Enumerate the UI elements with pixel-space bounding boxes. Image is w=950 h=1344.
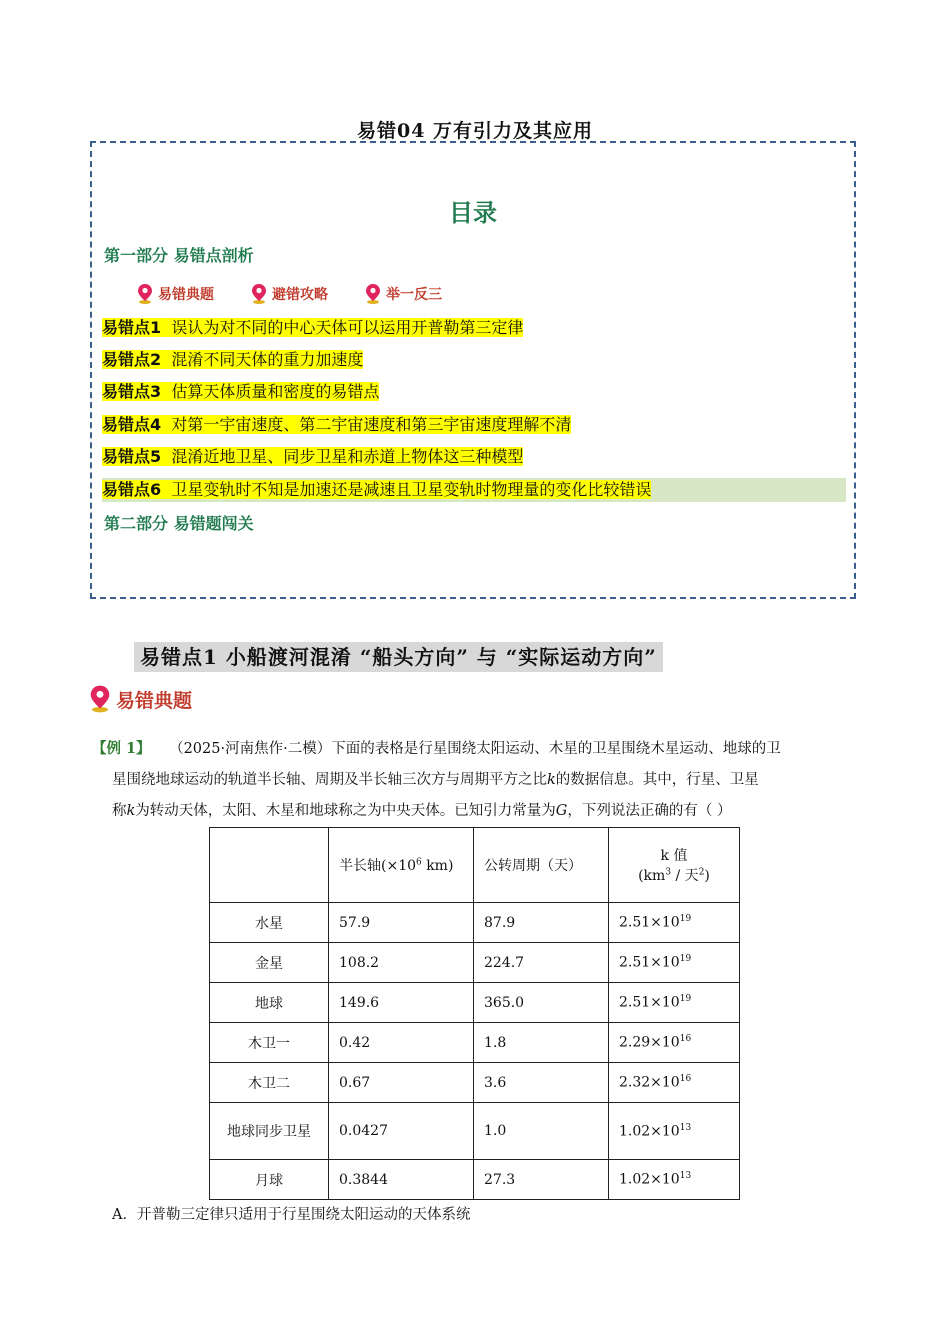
cell-axis: 108.2 bbox=[329, 943, 474, 983]
table-row bbox=[210, 1160, 740, 1200]
cell-k: $2.29\times 10^{16}$ bbox=[609, 1023, 740, 1063]
cell-axis: 0.42 bbox=[329, 1023, 474, 1063]
tag-label: 举一反三 bbox=[386, 287, 442, 303]
toc-item-label: 易错点1 bbox=[102, 318, 162, 337]
table-row bbox=[210, 983, 740, 1023]
toc-item[interactable] bbox=[102, 445, 523, 469]
question-source: （2025·河南焦作·二模） bbox=[169, 741, 332, 757]
cell-axis: 149.6 bbox=[329, 983, 474, 1023]
cell-period: 87.9 bbox=[474, 903, 609, 943]
cell-k: $2.51\times 10^{19}$ bbox=[609, 983, 740, 1023]
cell-k: $1.02\times 10^{13}$ bbox=[609, 1103, 740, 1160]
cell-k: $2.51\times 10^{19}$ bbox=[609, 943, 740, 983]
question-line: 称 bbox=[112, 803, 127, 819]
question-line: ，下列说法正确的有（ ） bbox=[567, 803, 732, 819]
tag-label: 易错典题 bbox=[158, 287, 214, 303]
tag-avoid-errors bbox=[250, 283, 328, 305]
table-row bbox=[210, 903, 740, 943]
table-row bbox=[210, 1103, 740, 1160]
header-semi-major-axis: 半长轴($\times 10^6$ km) bbox=[329, 828, 474, 903]
cell-period: 27.3 bbox=[474, 1160, 609, 1200]
toc-item-label: 易错点2 bbox=[102, 350, 162, 369]
cell-k: $2.32\times 10^{16}$ bbox=[609, 1063, 740, 1103]
cell-name: 木卫二 bbox=[210, 1063, 329, 1103]
question-line: 下面的表格是行星围绕太阳运动、木星的卫星围绕木星运动、地球的卫 bbox=[331, 741, 781, 757]
variable-k: k bbox=[547, 772, 556, 788]
toc-item-text: 估算天体质量和密度的易错点 bbox=[171, 382, 380, 401]
cell-name: 水星 bbox=[210, 903, 329, 943]
question-label: 【例 1】 bbox=[92, 740, 151, 757]
header-period: 公转周期（天） bbox=[474, 828, 609, 903]
toc-item[interactable] bbox=[102, 380, 379, 404]
cell-axis: 0.0427 bbox=[329, 1103, 474, 1160]
question-line: 的数据信息。其中，行星、卫星 bbox=[555, 772, 759, 788]
cell-axis: 57.9 bbox=[329, 903, 474, 943]
cell-axis: 0.67 bbox=[329, 1063, 474, 1103]
toc-item-label: 易错点3 bbox=[102, 382, 162, 401]
section-title: 易错点1 小船渡河混淆 “船头方向” 与 “实际运动方向” bbox=[134, 642, 663, 672]
toc-item[interactable] bbox=[102, 348, 363, 372]
cell-period: 1.8 bbox=[474, 1023, 609, 1063]
toc-item[interactable] bbox=[102, 316, 523, 340]
header-k-value: k 值 ($km^3$ / 天$^2$) bbox=[609, 828, 740, 903]
toc-item-text: 误认为对不同的中心天体可以运用开普勒第三定律 bbox=[171, 318, 524, 337]
tag-practice bbox=[364, 283, 442, 305]
toc-item-label: 易错点4 bbox=[102, 415, 162, 434]
table-row bbox=[210, 943, 740, 983]
table-row bbox=[210, 1063, 740, 1103]
header-cell-empty bbox=[210, 828, 329, 903]
sub-heading bbox=[88, 684, 192, 714]
cell-period: 1.0 bbox=[474, 1103, 609, 1160]
cell-name: 地球 bbox=[210, 983, 329, 1023]
location-pin-icon bbox=[250, 283, 268, 305]
cell-period: 365.0 bbox=[474, 983, 609, 1023]
cell-name: 地球同步卫星 bbox=[210, 1103, 329, 1160]
table-of-contents-box bbox=[90, 141, 856, 599]
toc-item[interactable] bbox=[102, 413, 571, 437]
location-pin-icon bbox=[88, 684, 112, 714]
toc-item-label: 易错点5 bbox=[102, 447, 162, 466]
cell-period: 3.6 bbox=[474, 1063, 609, 1103]
option-a[interactable]: A．开普勒三定律只适用于行星围绕太阳运动的天体系统 bbox=[112, 1207, 471, 1223]
toc-item[interactable] bbox=[102, 478, 846, 502]
orbit-data-table bbox=[209, 827, 740, 1200]
table-header-row bbox=[210, 828, 740, 903]
cell-period: 224.7 bbox=[474, 943, 609, 983]
cell-name: 金星 bbox=[210, 943, 329, 983]
toc-item-text: 混淆近地卫星、同步卫星和赤道上物体这三种模型 bbox=[171, 447, 524, 466]
toc-heading: 目录 bbox=[449, 199, 497, 227]
cell-name: 月球 bbox=[210, 1160, 329, 1200]
cell-axis: 0.3844 bbox=[329, 1160, 474, 1200]
variable-g: G bbox=[555, 803, 568, 819]
toc-item-text: 对第一宇宙速度、第二宇宙速度和第三宇宙速度理解不清 bbox=[171, 415, 572, 434]
toc-item-text: 卫星变轨时不知是加速还是减速且卫星变轨时物理量的变化比较错误 bbox=[171, 480, 652, 499]
cell-k: $1.02\times 10^{13}$ bbox=[609, 1160, 740, 1200]
question-line: 星围绕地球运动的轨道半长轴、周期及半长轴三次方与周期平方之比 bbox=[112, 772, 547, 788]
sub-heading-label: 易错典题 bbox=[116, 689, 193, 712]
document-title: 易错04 万有引力及其应用 bbox=[356, 120, 594, 142]
toc-tags bbox=[136, 283, 442, 305]
toc-part-2: 第二部分 易错题闯关 bbox=[104, 514, 254, 533]
tag-typical-problems bbox=[136, 283, 214, 305]
variable-k: k bbox=[126, 803, 136, 819]
location-pin-icon bbox=[136, 283, 154, 305]
cell-k: $2.51\times 10^{19}$ bbox=[609, 903, 740, 943]
toc-part-1: 第一部分 易错点剖析 bbox=[104, 246, 254, 265]
cell-name: 木卫一 bbox=[210, 1023, 329, 1063]
location-pin-icon bbox=[364, 283, 382, 305]
question-line: 为转动天体，太阳、木星和地球称之为中央天体。已知引力常量为 bbox=[135, 803, 556, 819]
toc-item-label: 易错点6 bbox=[102, 480, 162, 499]
tag-label: 避错攻略 bbox=[272, 287, 328, 303]
table-row bbox=[210, 1023, 740, 1063]
toc-item-text: 混淆不同天体的重力加速度 bbox=[171, 350, 364, 369]
question-text bbox=[92, 733, 872, 827]
